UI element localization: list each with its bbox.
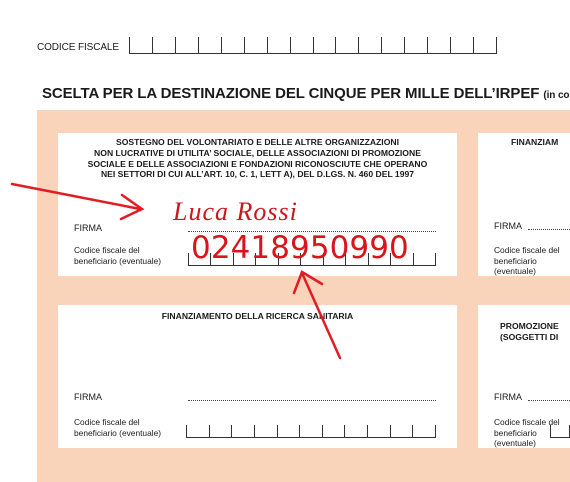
cf-digit: 0: [191, 230, 211, 266]
signature: Luca Rossi: [173, 197, 298, 226]
cf-digit: 8: [270, 230, 290, 266]
cf-digit: 0: [329, 230, 350, 266]
cf-digit: 4: [230, 230, 251, 266]
firma-label: FIRMA: [494, 221, 522, 231]
cf-label-line: beneficiario (eventuale): [74, 427, 162, 438]
title-suffix: (in co: [543, 90, 570, 101]
heading-line: SOSTEGNO DEL VOLONTARIATO E DELLE ALTRE ORGANIZZAZIONI: [116, 137, 399, 147]
arrow-to-signature: [12, 184, 142, 219]
firma-label: FIRMA: [74, 223, 102, 233]
heading-line: PROMOZIONE: [500, 321, 559, 331]
cf-label-line: beneficiario (eventuale): [494, 427, 537, 448]
heading-line: NEI SETTORI DI CUI ALL’ART. 10, C. 1, LETT A), DEL D.LGS. N. 460 DEL 1997: [100, 169, 415, 180]
firma-label: FIRMA: [74, 392, 102, 402]
firma-label: FIRMA: [494, 392, 522, 402]
cf-label-line: beneficiario (eventuale): [494, 255, 537, 276]
card-ricerca-heading: FINANZIAM: [511, 137, 559, 147]
cf-digit: 9: [369, 230, 389, 266]
cf-digit: 1: [250, 230, 271, 266]
cf-label-line: Codice fiscale del: [494, 245, 560, 255]
cf-digit: 9: [290, 230, 310, 266]
cf-label-line: beneficiario (eventuale): [74, 255, 162, 266]
codice-fiscale-label: CODICE FISCALE: [37, 42, 119, 53]
title-text: SCELTA PER LA DESTINAZIONE DEL CINQUE PER MILLE DELL’IRPEF: [42, 85, 540, 102]
heading-line: SOCIALE E DELLE ASSOCIAZIONI E FONDAZIONI RICONOSCIUTE CHE OPERANO: [87, 158, 428, 169]
cf-label-line: Codice fiscale del: [74, 417, 140, 427]
card-sanitaria-heading: FINANZIAMENTO DELLA RICERCA SANITARIA: [161, 311, 354, 321]
cf-digit: 2: [210, 230, 231, 266]
cf-label-line: Codice fiscale del: [494, 417, 560, 427]
arrow-to-codice-fiscale: [294, 272, 340, 358]
cf-label-line: Codice fiscale del: [74, 245, 140, 255]
cf-digit: 0: [389, 230, 409, 266]
heading-line: NON LUCRATIVE DI UTILITA’ SOCIALE, DELLE ASSOCIAZIONI DI PROMOZIONE: [94, 147, 421, 158]
cf-digit: 5: [309, 230, 330, 266]
cf-digit: 9: [349, 230, 370, 266]
heading-line: (SOGGETTI DI: [500, 331, 559, 342]
